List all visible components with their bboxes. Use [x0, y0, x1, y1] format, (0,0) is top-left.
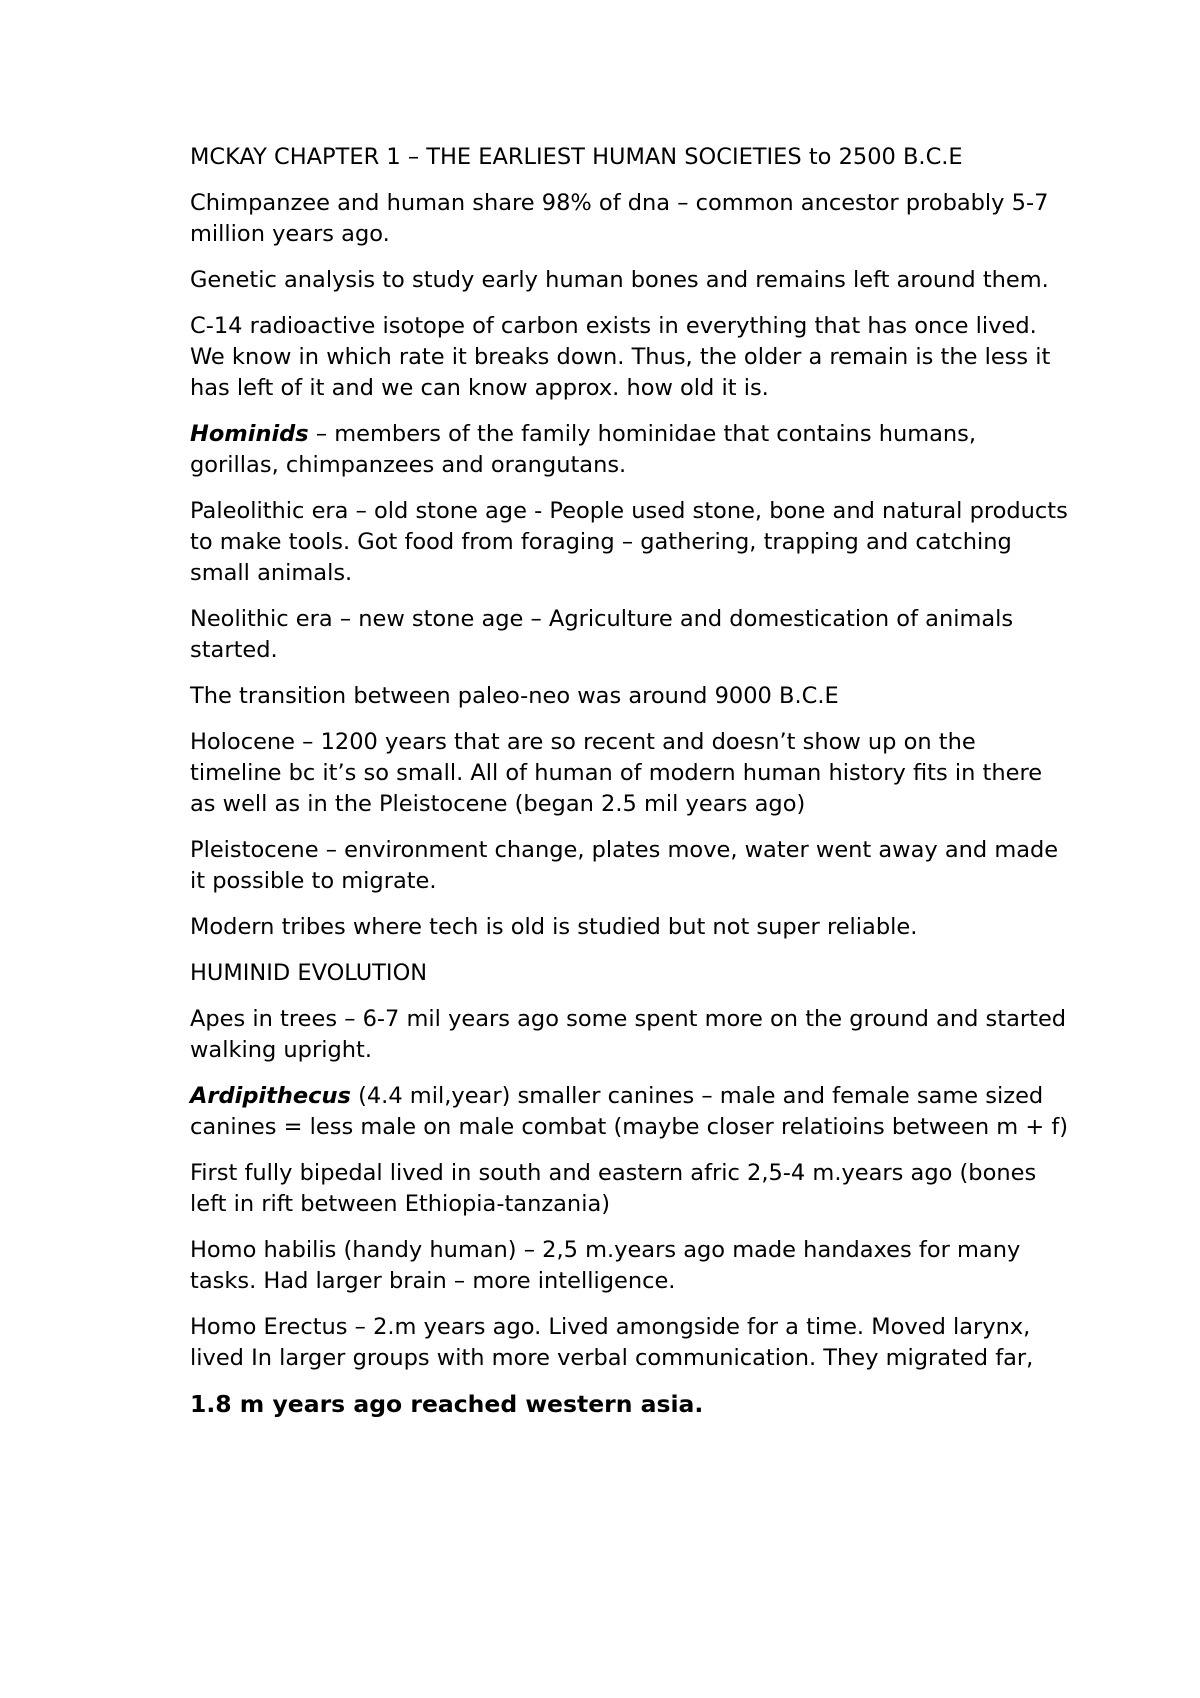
paragraph-holocene: Holocene – 1200 years that are so recent and doesn’t show up on the timeline bc it’s so small. All of human of modern human history fits in there as well as in the Pleistocene (began 2.5 mil years ago) [190, 729, 1043, 817]
paragraph-ardipithecus [190, 1081, 1070, 1143]
term-ardipithecus: Ardipithecus [190, 1083, 351, 1109]
paragraph-modern-tribes: Modern tribes where tech is old is studied but not super reliable. [190, 914, 918, 940]
document-heading: MCKAY CHAPTER 1 – THE EARLIEST HUMAN SOCIETIES to 2500 B.C.E [190, 144, 963, 170]
paragraph-homo-habilis: Homo habilis (handy human) – 2,5 m.years ago made handaxes for many tasks. Had larger brain – more intelligence. [190, 1237, 1021, 1294]
section-heading-huminid-evolution: HUMINID EVOLUTION [190, 960, 428, 986]
paragraph-transition: The transition between paleo-neo was around 9000 B.C.E [190, 683, 839, 709]
paragraph-apes: Apes in trees – 6-7 mil years ago some spent more on the ground and started walking upright. [190, 1006, 1067, 1063]
paragraph-paleolithic: Paleolithic era – old stone age - People used stone, bone and natural products to make tools. Got food from foraging – gathering, trapping and catching small animals. [190, 498, 1068, 586]
paragraph-neolithic: Neolithic era – new stone age – Agriculture and domestication of animals started. [190, 606, 1014, 663]
definition-hominids: – members of the family hominidae that contains humans, gorillas, chimpanzees and orangutans. [190, 421, 977, 478]
document-page [190, 142, 1070, 1435]
paragraph-homo-erectus: Homo Erectus – 2.m years ago. Lived amongside for a time. Moved larynx, lived In larger groups with more verbal communication. They migrated far, [190, 1314, 1034, 1371]
paragraph-bipedal: First fully bipedal lived in south and eastern afric 2,5-4 m.years ago (bones left in rift between Ethiopia-tanzania) [190, 1160, 1037, 1217]
paragraph-hominids [190, 419, 1070, 481]
paragraph-genetic-analysis: Genetic analysis to study early human bones and remains left around them. [190, 267, 1049, 293]
paragraph-chimpanzee-dna: Chimpanzee and human share 98% of dna – common ancestor probably 5-7 million years ago. [190, 190, 1049, 247]
paragraph-c14: C-14 radioactive isotope of carbon exists in everything that has once lived. We know in which rate it breaks down. Thus, the older a remain is the less it has left of it and we can know approx. how old it is. [190, 313, 1051, 401]
definition-ardipithecus: (4.4 mil,year) smaller canines – male and female same sized canines = less male on male combat (maybe closer relatioins between m + f) [190, 1083, 1069, 1140]
paragraph-western-asia: 1.8 m years ago reached western asia. [190, 1390, 704, 1418]
term-hominids: Hominids [190, 421, 309, 447]
paragraph-pleistocene: Pleistocene – environment change, plates move, water went away and made it possible to migrate. [190, 837, 1059, 894]
